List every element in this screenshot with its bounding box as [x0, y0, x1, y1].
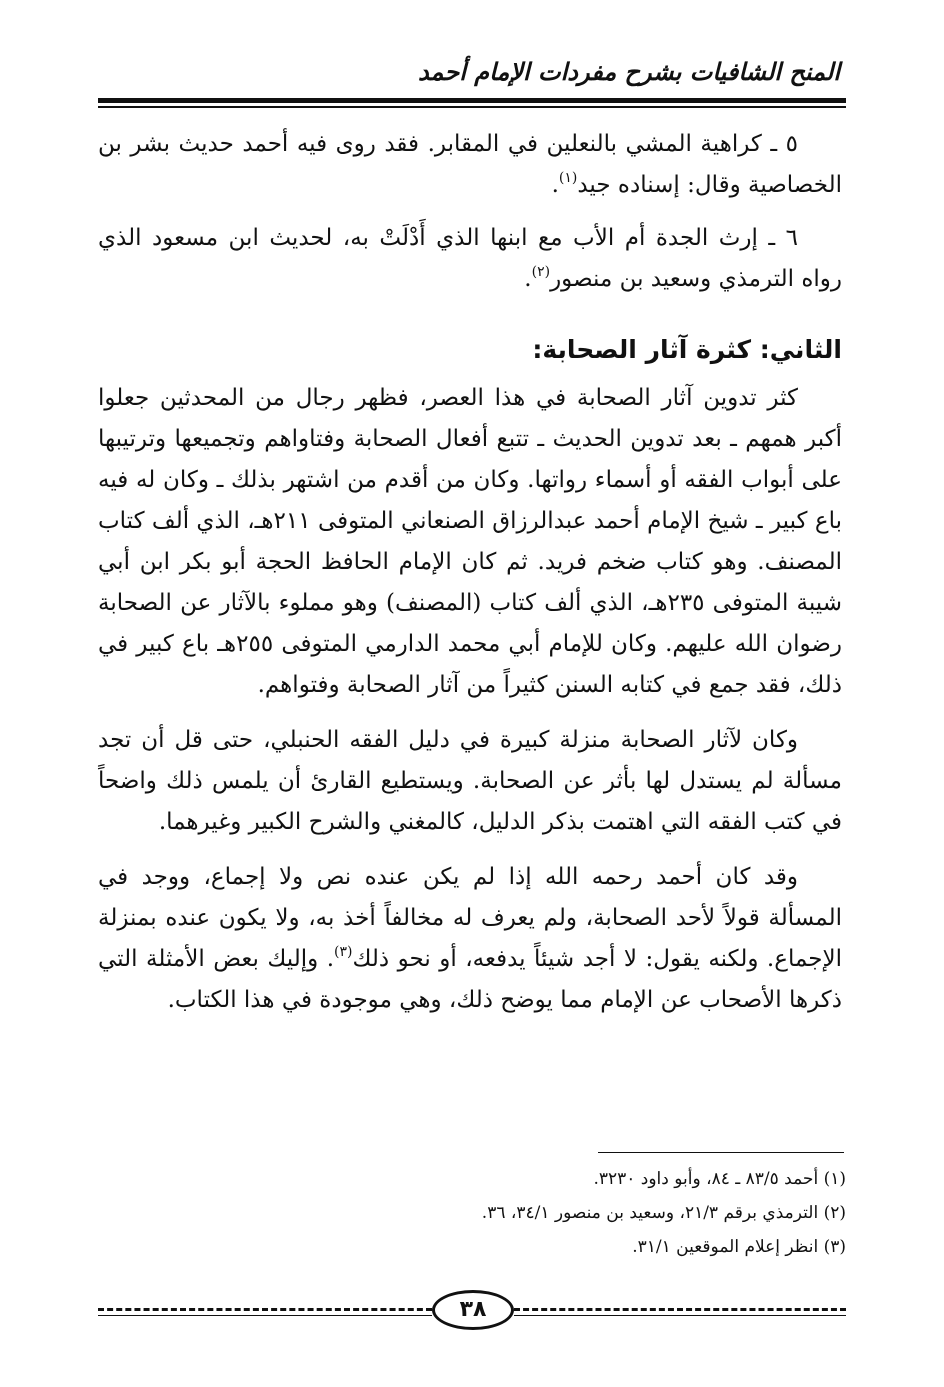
footnote-separator: [598, 1152, 844, 1153]
footnote-3: (٣) انظر إعلام الموقعين ٣١/١.: [632, 1237, 846, 1257]
list-item-5: [98, 124, 842, 206]
paragraph-3-tail: . وإليك بعض الأمثلة التي ذكرها الأصحاب عن الإمام مما يوضح ذلك، وهي موجودة في هذا الكتاب.: [98, 946, 842, 1013]
paragraph-2: وكان لآثار الصحابة منزلة كبيرة في دليل الفقه الحنبلي، حتى قل أن تجد مسألة لم يستدل لها بأثر عن الصحابة. ويستطيع القارئ أن يلمس ذلك واضحاً في كتب الفقه التي اهتمت بذكر الدليل، كالمغني والشرح الكبير وغيرهما.: [98, 727, 842, 835]
list-item-6: [98, 218, 842, 300]
footnote-2: (٢) الترمذي برقم ٢١/٣، وسعيد بن منصور ٣٤/١، ٣٦.: [481, 1203, 846, 1223]
section-heading: الثاني: كثرة آثار الصحابة:: [532, 335, 842, 364]
header-rule-thick: [98, 98, 846, 103]
page-number: ٣٨: [432, 1290, 514, 1330]
paragraph-3-text: وقد كان أحمد رحمه الله إذا لم يكن عنده نص ولا إجماع، ووجد في المسألة قولاً لأحد الصحابة، ولم يعرف له مخالفاً أخذ به، ولا يكون عنده بمنزلة الإجماع. ولكنه يقول: لا أجد شيئاً يدفعه، أو نحو ذلك: [98, 864, 842, 972]
list-item-6-end: .: [524, 266, 532, 292]
paragraph-3: [98, 857, 842, 1021]
footer-line-right: [514, 1315, 846, 1316]
list-item-5-text: ٥ ـ كراهية المشي بالنعلين في المقابر. فقد روى فيه أحمد حديث بشر بن الخصاصية وقال: إسناده جيد: [98, 131, 842, 198]
footer-dash-left: [98, 1308, 432, 1311]
footnote-1: (١) أحمد ٨٣/٥ ـ ٨٤، وأبو داود ٣٢٣٠.: [593, 1169, 846, 1189]
main-text: [98, 124, 842, 1035]
footnote-ref-2: (٢): [531, 264, 551, 280]
footnote-ref-3: (٣): [334, 944, 353, 960]
footnotes: [102, 1162, 846, 1264]
header-rule-thin: [98, 106, 846, 108]
footer-line-left: [98, 1315, 432, 1316]
page-footer: [98, 1284, 846, 1340]
footnote-ref-1: (١): [558, 170, 578, 186]
footer-dash-right: [514, 1308, 846, 1311]
paragraph-1: كثر تدوين آثار الصحابة في هذا العصر، فظهر رجال من المحدثين جعلوا أكبر همهم ـ بعد تدوين الحديث ـ تتبع أفعال الصحابة وفتاواهم وتجميعها وترتيبها على أبواب الفقه أو أسماء رواتها. وكان من أقدم من اشتهر بذلك ـ وكان له فيه باع كبير ـ شيخ الإمام أحمد عبدالرزاق الصنعاني المتوفى ٢١١هـ، الذي ألف كتاب المصنف. وهو كتاب ضخم فريد. ثم كان الإمام الحافظ الحجة أبو بكر ابن أبي شيبة المتوفى ٢٣٥هـ، الذي ألف كتاب (المصنف) وهو مملوء بالآثار عن الصحابة رضوان الله عليهم. وكان للإمام أبي محمد الدارمي المتوفى ٢٥٥هـ باع كبير في ذلك، فقد جمع في كتابه السنن كثيراً من آثار الصحابة وفتواهم.: [98, 385, 842, 698]
list-item-6-text: ٦ ـ إرث الجدة أم الأب مع ابنها الذي أَدْلَتْ به، لحديث ابن مسعود الذي رواه الترمذي وسعيد بن منصور: [98, 225, 842, 292]
list-item-5-end: .: [551, 172, 559, 198]
running-head: المنح الشافيات بشرح مفردات الإمام أحمد: [417, 58, 840, 86]
